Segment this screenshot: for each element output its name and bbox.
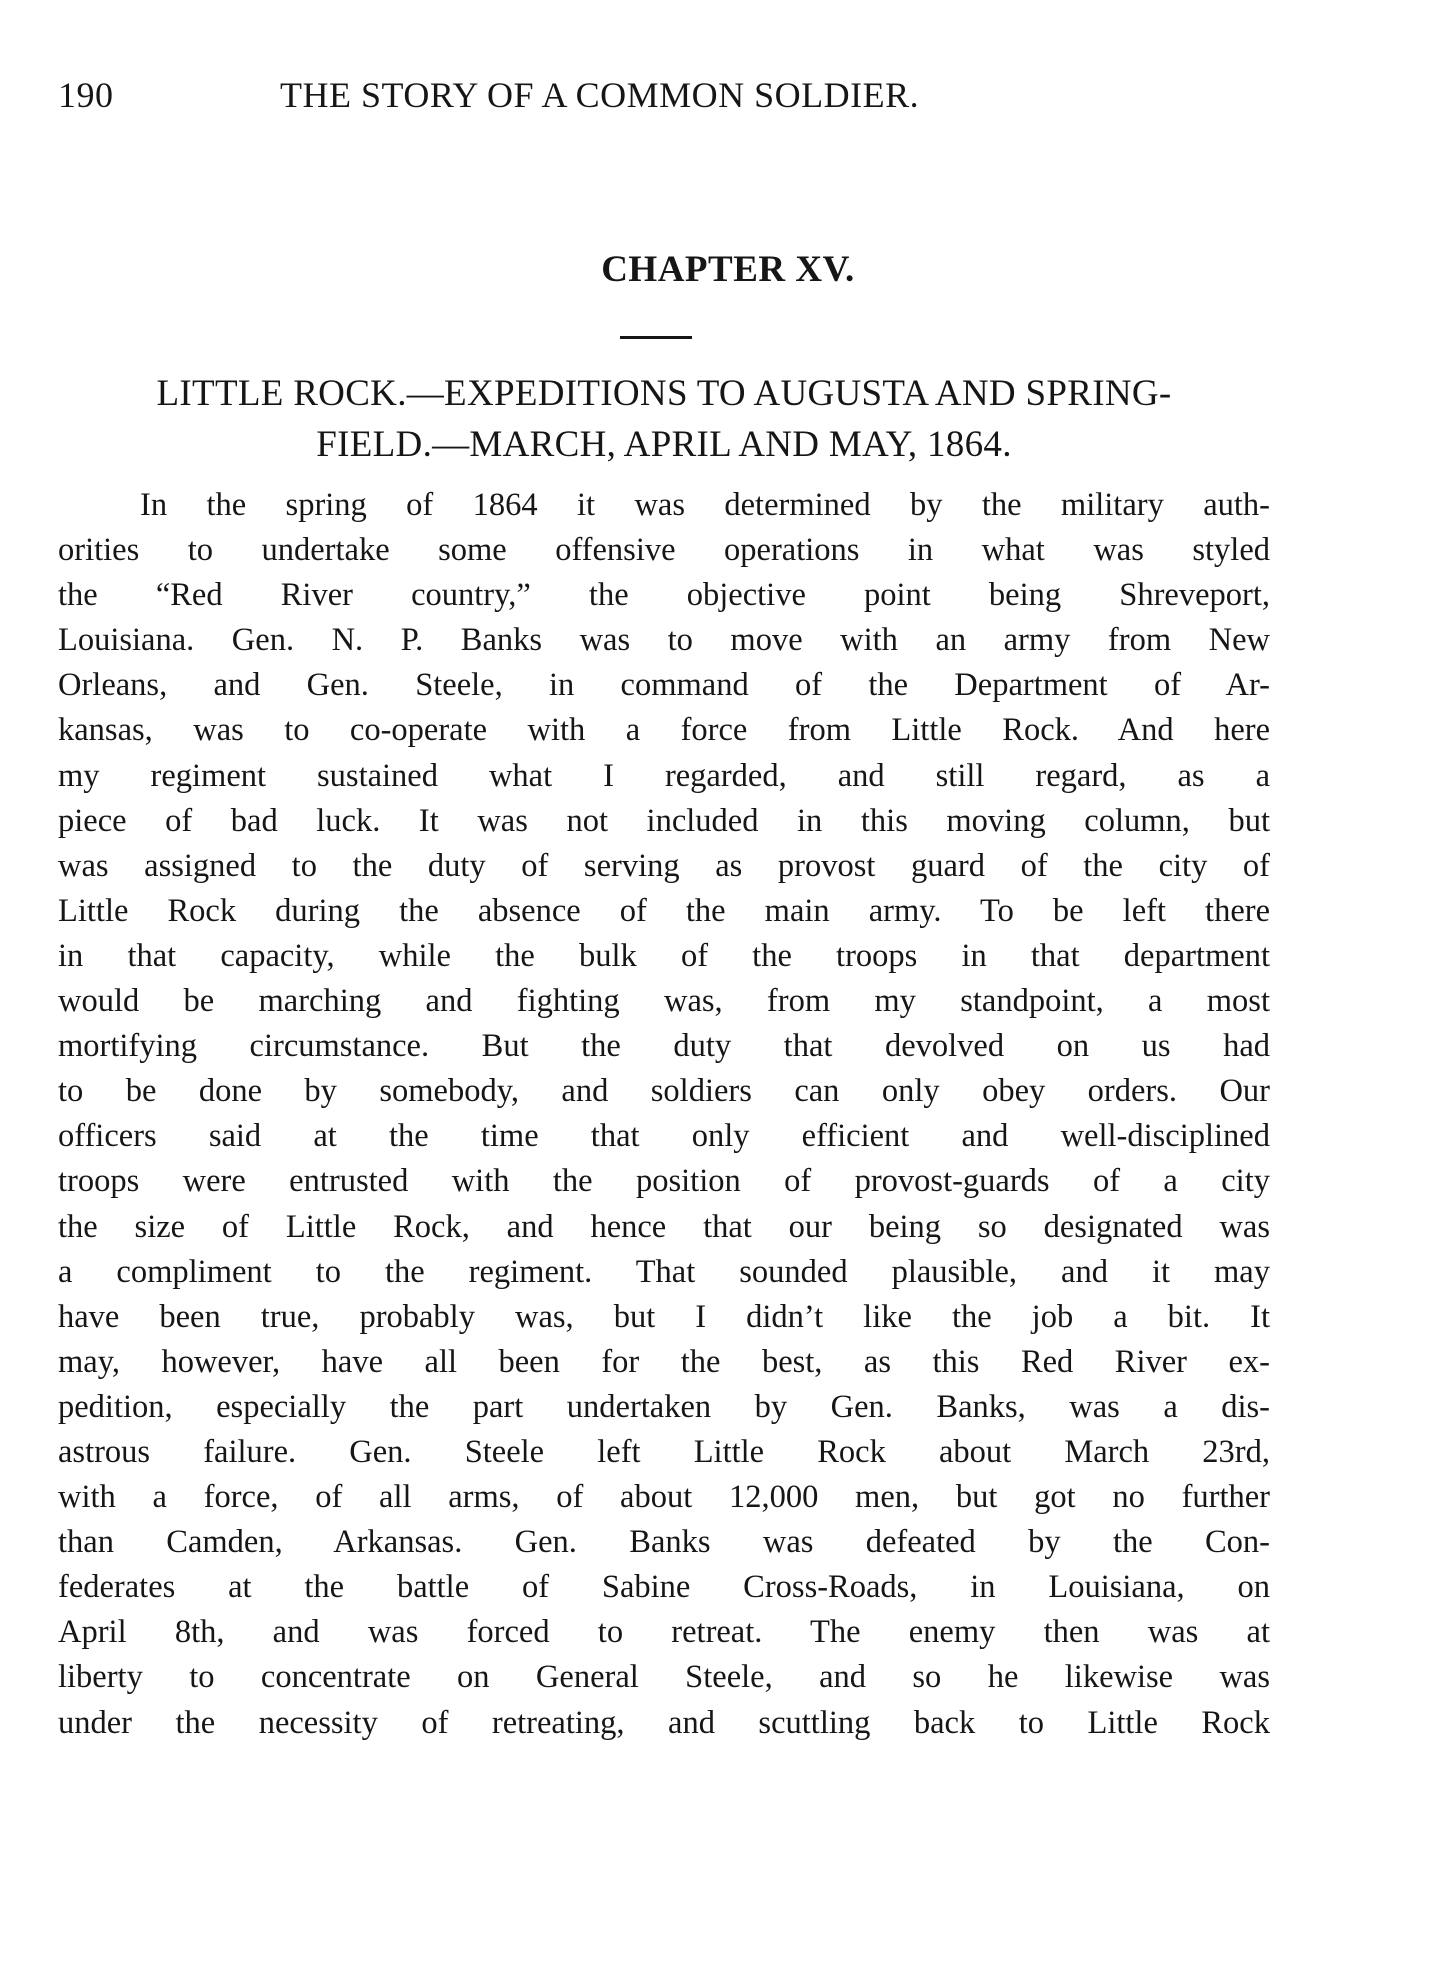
text-line: to be done by somebody, and soldiers can only obey orders. Our (58, 1073, 1270, 1110)
text-line: liberty to concentrate on General Steele, and so he likewise was (58, 1659, 1270, 1696)
body-paragraph (58, 483, 1270, 1746)
text-line: my regiment sustained what I regarded, and still regard, as a (58, 757, 1270, 794)
text-line: with a force, of all arms, of about 12,000 men, but got no further (58, 1479, 1270, 1516)
text-line: pedition, especially the part undertaken by Gen. Banks, was a dis- (58, 1388, 1270, 1425)
text-line: Louisiana. Gen. N. P. Banks was to move with an army from New (58, 622, 1270, 659)
text-line: In the spring of 1864 it was determined by the military auth- (140, 487, 1270, 523)
running-head (58, 74, 1098, 124)
text-line: than Camden, Arkansas. Gen. Banks was defeated by the Con- (58, 1524, 1270, 1561)
text-line: the size of Little Rock, and hence that our being so designated was (58, 1208, 1270, 1245)
page-number: 190 (58, 75, 114, 115)
chapter-divider (620, 336, 692, 339)
text-line: piece of bad luck. It was not included in this moving column, but (58, 802, 1270, 839)
chapter-title-line: FIELD.—MARCH, APRIL AND MAY, 1864. (316, 424, 1012, 465)
text-line: April 8th, and was forced to retreat. The enemy then was at (58, 1614, 1270, 1651)
text-line: kansas, was to co-operate with a force from Little Rock. And here (58, 712, 1270, 749)
chapter-title-line: LITTLE ROCK.—EXPEDITIONS TO AUGUSTA AND SPRING- (156, 373, 1172, 414)
text-line: mortifying circumstance. But the duty that devolved on us had (58, 1028, 1270, 1065)
text-line: troops were entrusted with the position of provost-guards of a city (58, 1163, 1270, 1200)
text-line: Little Rock during the absence of the main army. To be left there (58, 892, 1270, 929)
text-line: was assigned to the duty of serving as provost guard of the city of (58, 847, 1270, 884)
text-line: federates at the battle of Sabine Cross-Roads, in Louisiana, on (58, 1569, 1270, 1606)
text-line: in that capacity, while the bulk of the troops in that department (58, 937, 1270, 974)
text-line: officers said at the time that only efficient and well-disciplined (58, 1118, 1270, 1155)
chapter-heading: CHAPTER XV. (601, 249, 855, 290)
text-line: orities to undertake some offensive operations in what was styled (58, 532, 1270, 569)
running-title: THE STORY OF A COMMON SOLDIER. (280, 75, 920, 115)
text-line: astrous failure. Gen. Steele left Little Rock about March 23rd, (58, 1433, 1270, 1470)
text-line: would be marching and fighting was, from my standpoint, a most (58, 983, 1270, 1020)
text-line: under the necessity of retreating, and scuttling back to Little Rock (58, 1704, 1270, 1741)
text-line: Orleans, and Gen. Steele, in command of the Department of Ar- (58, 667, 1270, 704)
text-line: a compliment to the regiment. That sounded plausible, and it may (58, 1253, 1270, 1290)
chapter-title (58, 368, 1270, 470)
text-line: have been true, probably was, but I didn’t like the job a bit. It (58, 1298, 1270, 1335)
text-line: the “Red River country,” the objective point being Shreveport, (58, 577, 1270, 614)
text-line: may, however, have all been for the best, as this Red River ex- (58, 1343, 1270, 1380)
